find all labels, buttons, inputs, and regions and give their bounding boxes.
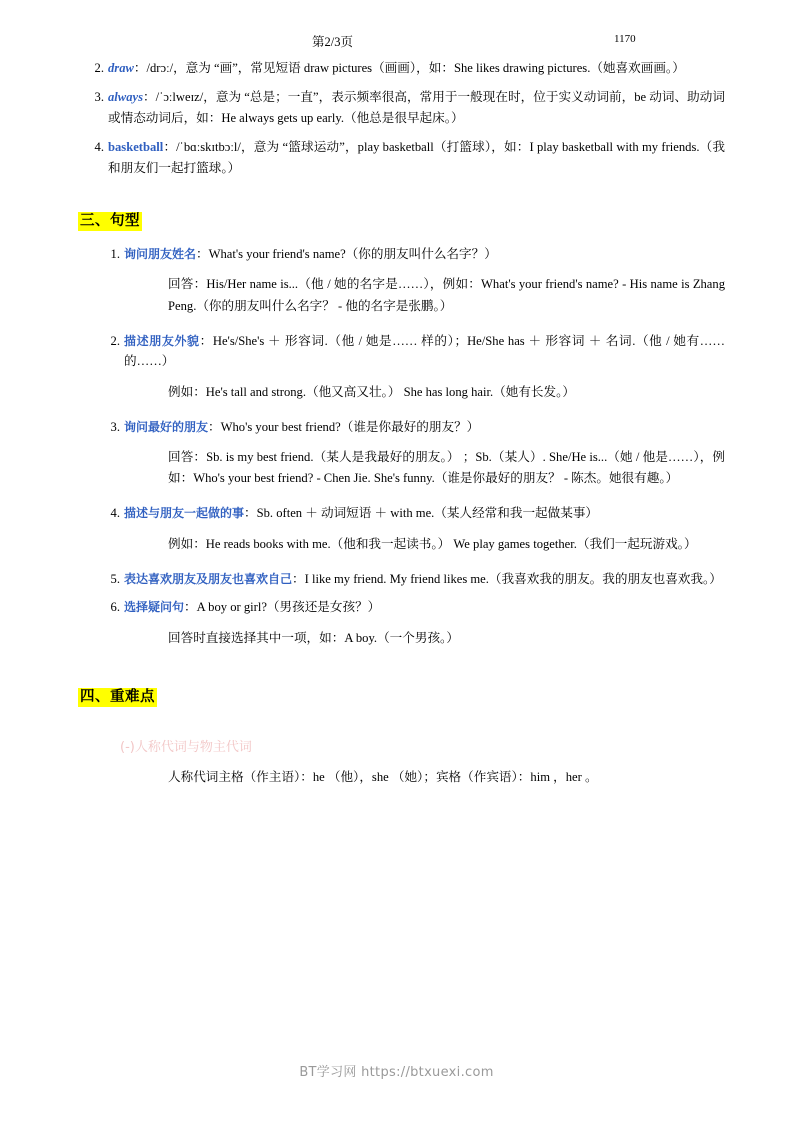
pattern-text: ：I like my friend. My friend likes me.（我喜欢我的朋友。我的朋友也喜欢我。） — [292, 572, 722, 587]
list-item — [68, 503, 725, 523]
pattern-text: ：What's your friend's name?（你的朋友叫什么名字？） — [196, 246, 497, 261]
subsection-heading: (-)人称代词与物主代词 — [120, 740, 252, 756]
page-header — [68, 0, 725, 58]
document-id: 1170 — [614, 33, 636, 45]
sentence-pattern-list — [68, 331, 725, 372]
sentence-pattern-list — [68, 417, 725, 437]
item-number: 3. — [110, 419, 120, 434]
sentence-pattern-list — [68, 503, 725, 523]
item-number: 4. — [94, 140, 104, 155]
section-heading-text: 三、句型 — [80, 212, 140, 229]
list-item — [68, 244, 725, 264]
list-item — [68, 87, 725, 128]
pattern-answer: 回答：His/Her name is...（他 / 她的名字是……），例如：What's your friend's name? - His name is Zhang Peng.（你的朋友叫什么名字？ - 他的名字是张鹏。） — [168, 277, 725, 313]
pattern-text: ：Who's your best friend?（谁是你最好的朋友？） — [208, 419, 480, 434]
vocabulary-word: always — [108, 90, 143, 105]
sentence-pattern-list — [68, 244, 725, 264]
pattern-label: 描述朋友外貌 — [124, 333, 200, 348]
page-number: 第2/3页 — [312, 35, 353, 49]
pattern-text: ：Sb. often ＋ 动词短语 ＋ with me.（某人经常和我一起做某事） — [244, 506, 599, 521]
pattern-text: ：A boy or girl?（男孩还是女孩？） — [184, 600, 381, 615]
list-item — [68, 137, 725, 178]
pattern-answer: 回答：Sb. is my best friend.（某人是我最好的朋友。） ；Sb.（某人）. She/He is...（她 / 他是……），例如：Who's your best friend? - Chen Jie. She's funny.（谁是你最好的朋友？ - 陈杰。她很有趣。） — [168, 450, 725, 486]
section-heading-sentence-patterns — [78, 209, 142, 230]
section-heading-text: 四、重难点 — [80, 689, 155, 706]
list-item — [68, 569, 725, 589]
list-item — [68, 58, 725, 78]
pattern-label: 询问最好的朋友 — [124, 419, 209, 434]
section-heading-key-points-row — [68, 663, 725, 720]
subsection-body: 人称代词主格（作主语）：he （他），she （她）；宾格（作宾语）：him ，her 。 — [168, 770, 598, 785]
pattern-answer: 例如：He's tall and strong.（他又高又壮。） She has long hair.（她有长发。） — [168, 384, 575, 399]
pattern-label: 描述与朋友一起做的事 — [124, 506, 245, 521]
vocabulary-explanation: ：/ˈbɑːskɪtbɔːl/，意为 “篮球运动”，play basketball（打篮球），如：I play basketball with my friends.（我和朋友们一起打篮球。） — [108, 140, 725, 175]
item-number: 2. — [94, 61, 104, 75]
footer-watermark: BT学习网 https://btxuexi.com — [299, 1065, 494, 1080]
pattern-label: 询问朋友姓名 — [124, 246, 197, 261]
pattern-label: 选择疑问句 — [124, 600, 185, 615]
item-number: 4. — [110, 506, 120, 521]
item-number: 6. — [110, 600, 120, 615]
item-number: 1. — [110, 246, 120, 261]
vocabulary-explanation: ：/ˈɔːlweɪz/，意为 “总是；一直”，表示频率很高，常用于一般现在时，位于实义动词前，be 动词、助动词或情态动词后，如：He always gets up early.（他总是很早起床。） — [108, 90, 725, 125]
section-heading-key-points — [78, 685, 157, 706]
vocabulary-explanation: ：/drɔː/，意为 “画”，常见短语 draw pictures（画画），如：She likes drawing pictures.（她喜欢画画。） — [133, 61, 685, 75]
list-item — [68, 331, 725, 372]
pattern-answer: 回答时直接选择其中一项，如：A boy.（一个男孩。） — [168, 630, 459, 645]
item-number: 2. — [110, 333, 120, 348]
pattern-label: 表达喜欢朋友及朋友也喜欢自己 — [124, 572, 293, 587]
item-number: 3. — [94, 90, 104, 105]
item-number: 5. — [110, 572, 120, 587]
pattern-answer: 例如：He reads books with me.（他和我一起读书。） We play games together.（我们一起玩游戏。） — [168, 536, 697, 551]
sentence-pattern-list — [68, 569, 725, 618]
list-item — [68, 597, 725, 617]
vocabulary-list — [68, 58, 725, 178]
section-heading-sentence-patterns-row — [68, 187, 725, 244]
pattern-text: ：He's/She's ＋ 形容词.（他 / 她是…… 样的）；He/She has ＋ 形容词 ＋ 名词.（他 / 她有…… 的……） — [124, 333, 725, 369]
vocabulary-word: draw — [108, 61, 134, 75]
list-item — [68, 417, 725, 437]
vocabulary-word: basketball — [108, 140, 164, 155]
